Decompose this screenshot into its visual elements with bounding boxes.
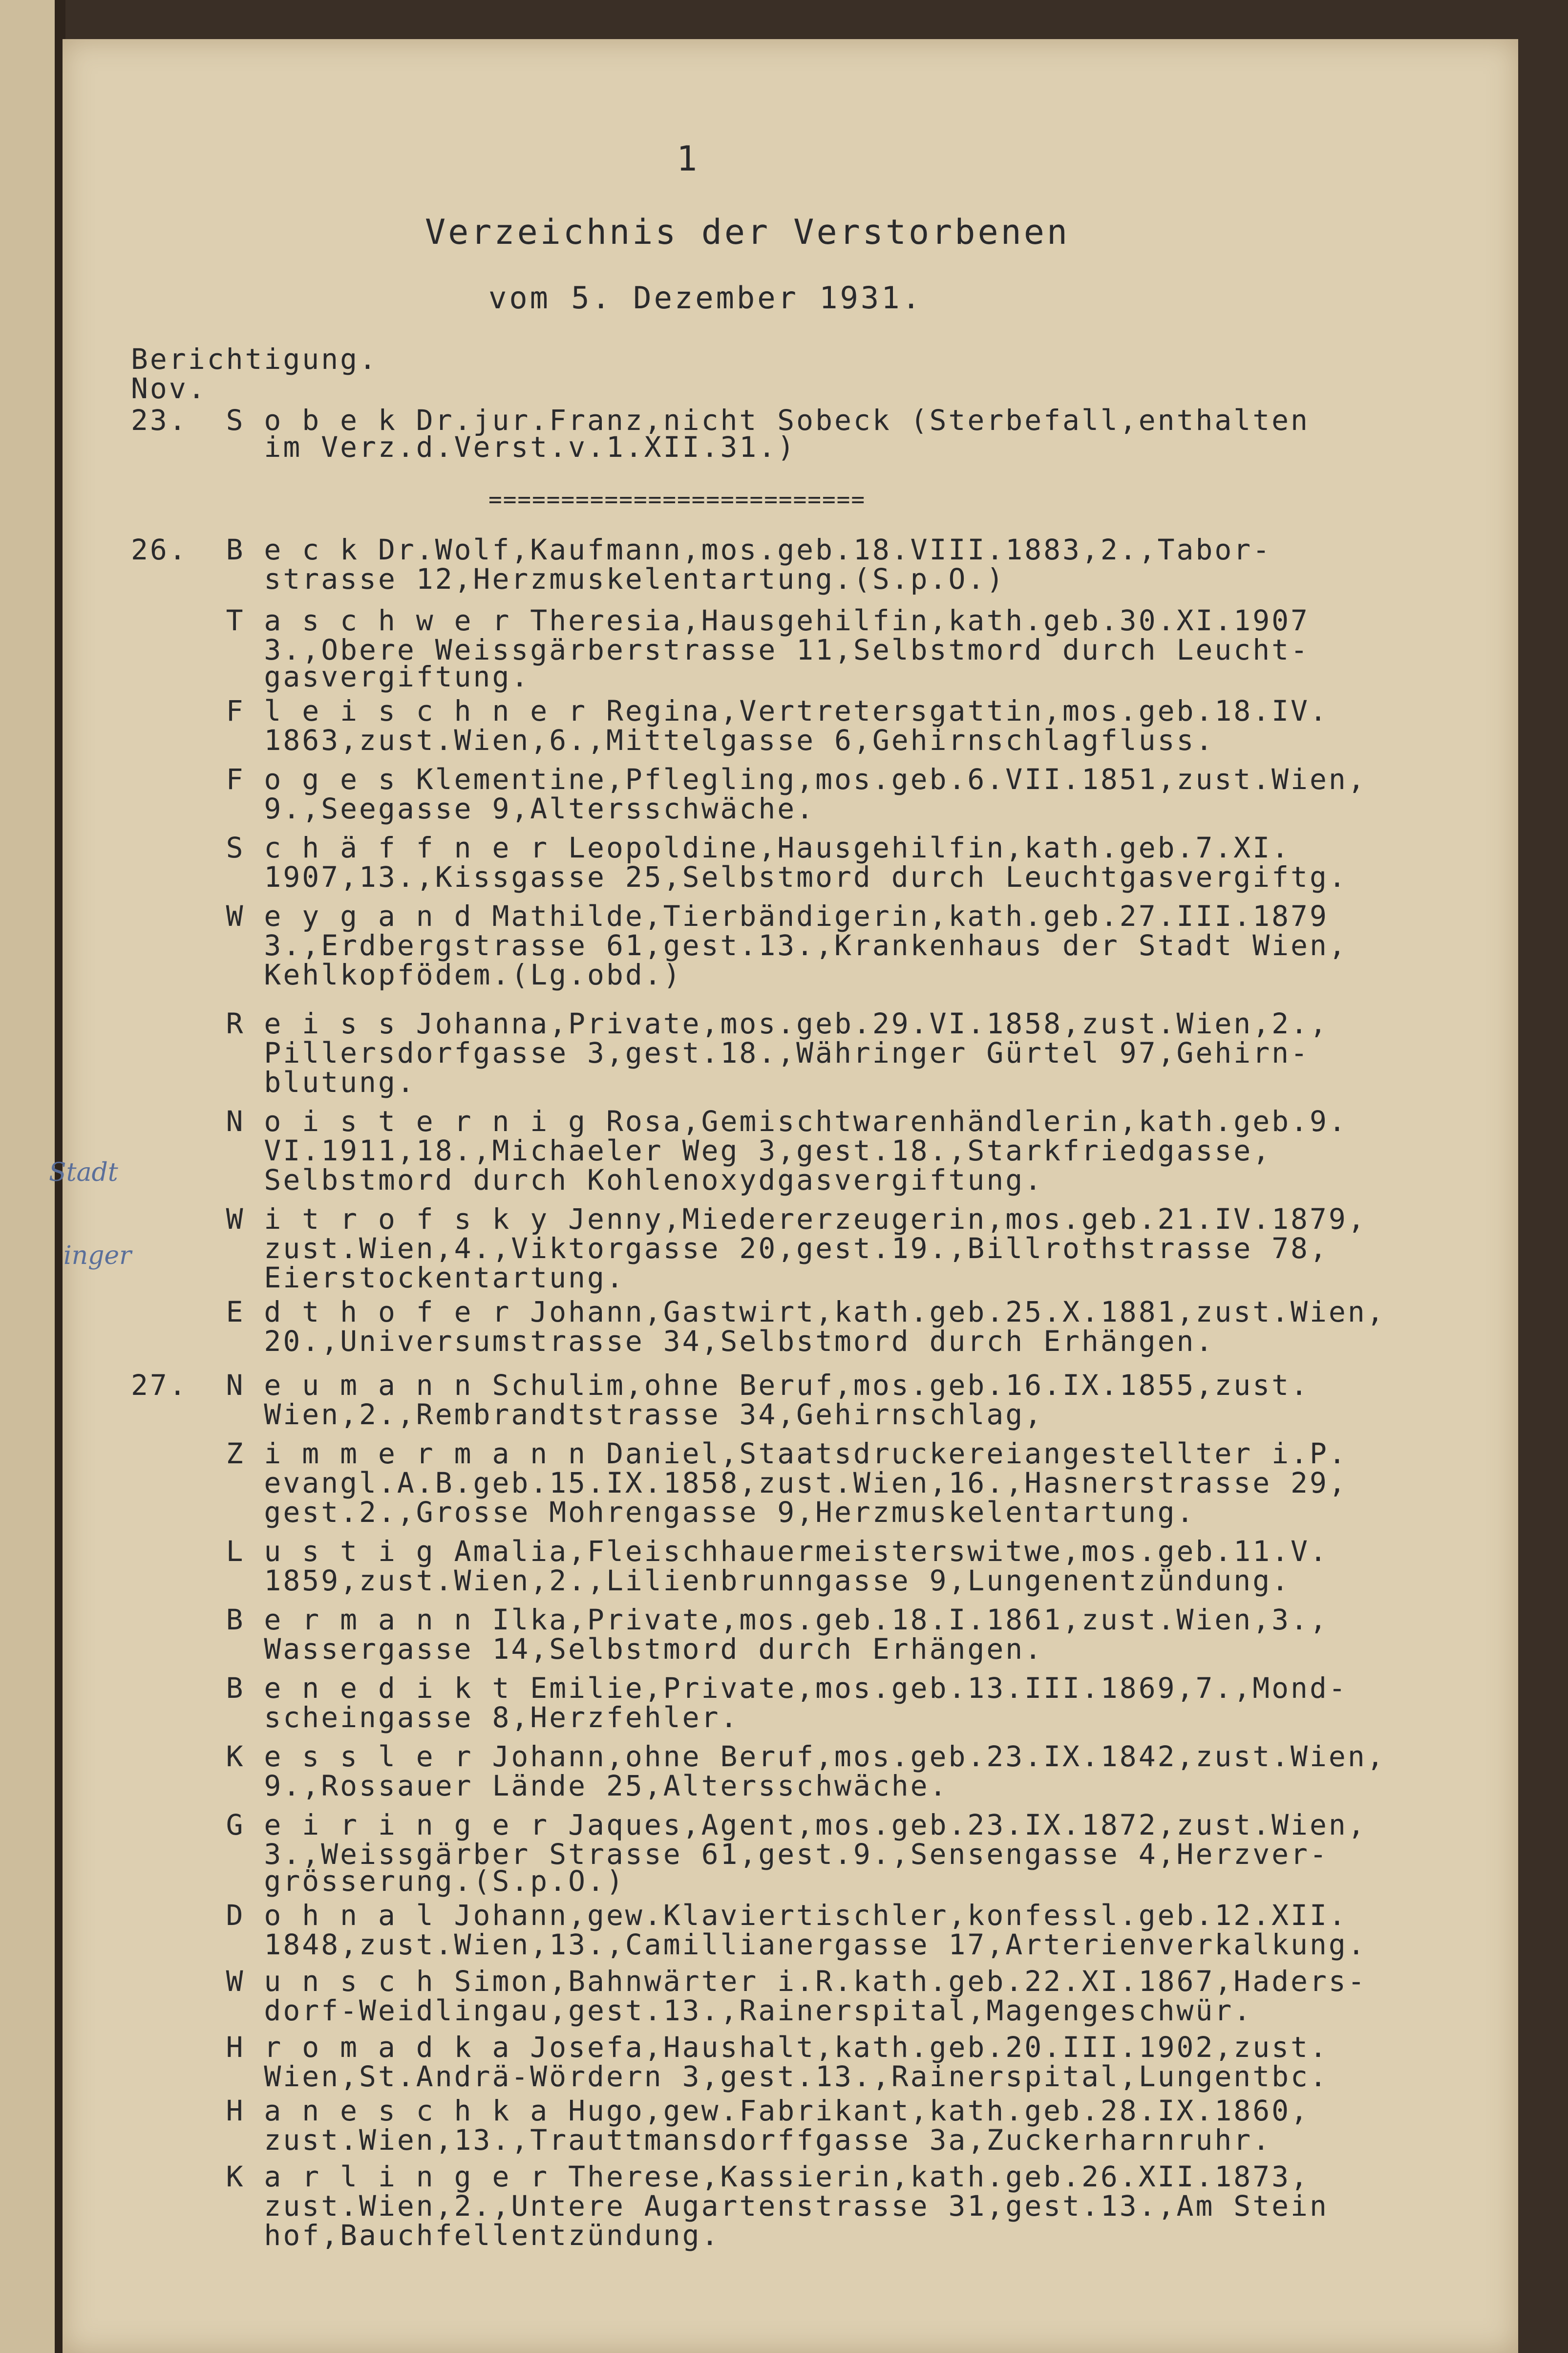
register-line: zust.Wien,2.,Untere Augartenstrasse 31,gest.13.,Am Stein bbox=[131, 2189, 1329, 2223]
register-line: gest.2.,Grosse Mohrengasse 9,Herzmuskelentartung. bbox=[131, 1496, 1196, 1529]
register-line: 3.,Obere Weissgärberstrasse 11,Selbstmord durch Leucht- bbox=[131, 633, 1310, 666]
register-line: T a s c h w e r Theresia,Hausgehilfin,kath.geb.30.XI.1907 bbox=[131, 604, 1310, 637]
date-line: vom 5. Dezember 1931. bbox=[488, 280, 923, 316]
register-line: Pillersdorfgasse 3,gest.18.,Währinger Gürtel 97,Gehirn- bbox=[131, 1036, 1310, 1070]
register-line: H r o m a d k a Josefa,Haushalt,kath.geb.20.III.1902,zust. bbox=[131, 2031, 1329, 2064]
register-line: Z i m m e r m a n n Daniel,Staatsdruckereiangestellter i.P. bbox=[131, 1437, 1348, 1470]
register-line: gasvergiftung. bbox=[131, 660, 530, 693]
register-line: 27. N e u m a n n Schulim,ohne Beruf,mos.geb.16.IX.1855,zust. bbox=[131, 1369, 1310, 1402]
register-line: D o h n a l Johann,gew.Klaviertischler,konfessl.geb.12.XII. bbox=[131, 1899, 1348, 1932]
register-line: Wassergasse 14,Selbstmord durch Erhängen. bbox=[131, 1632, 1044, 1666]
register-line: scheingasse 8,Herzfehler. bbox=[131, 1701, 740, 1734]
register-line: Wien,St.Andrä-Wördern 3,gest.13.,Rainerspital,Lungentbc. bbox=[131, 2060, 1329, 2093]
register-line: E d t h o f e r Johann,Gastwirt,kath.geb.25.X.1881,zust.Wien, bbox=[131, 1295, 1386, 1328]
register-line: 1907,13.,Kissgasse 25,Selbstmord durch Leuchtgasvergiftg. bbox=[131, 860, 1348, 894]
register-line: Wien,2.,Rembrandtstrasse 34,Gehirnschlag, bbox=[131, 1398, 1044, 1431]
register-line: strasse 12,Herzmuskelentartung.(S.p.O.) bbox=[131, 562, 1006, 596]
register-line: L u s t i g Amalia,Fleischhauermeisterswitwe,mos.geb.11.V. bbox=[131, 1535, 1329, 1568]
register-line: evangl.A.B.geb.15.IX.1858,zust.Wien,16.,Hasnerstrasse 29, bbox=[131, 1466, 1348, 1499]
page-title: Verzeichnis der Verstorbenen bbox=[425, 212, 1070, 252]
register-line: G e i r i n g e r Jaques,Agent,mos.geb.23.IX.1872,zust.Wien, bbox=[131, 1808, 1367, 1841]
register-line: F o g e s Klementine,Pflegling,mos.geb.6.VII.1851,zust.Wien, bbox=[131, 763, 1367, 796]
register-line: dorf-Weidlingau,gest.13.,Rainerspital,Magengeschwür. bbox=[131, 1994, 1253, 2027]
register-line: F l e i s c h n e r Regina,Vertretersgattin,mos.geb.18.IV. bbox=[131, 694, 1329, 727]
register-line: S c h ä f f n e r Leopoldine,Hausgehilfin,kath.geb.7.XI. bbox=[131, 831, 1291, 864]
register-line: 1863,zust.Wien,6.,Mittelgasse 6,Gehirnschlagfluss. bbox=[131, 724, 1215, 757]
register-line: hof,Bauchfellentzündung. bbox=[131, 2219, 720, 2252]
correction-month: Nov. bbox=[131, 372, 207, 405]
register-line: VI.1911,18.,Michaeler Weg 3,gest.18.,Starkfriedgasse, bbox=[131, 1134, 1272, 1167]
page-number: 1 bbox=[677, 139, 699, 179]
register-line: K a r l i n g e r Therese,Kassierin,kath.geb.26.XII.1873, bbox=[131, 2160, 1310, 2193]
register-line: zust.Wien,4.,Viktorgasse 20,gest.19.,Billrothstrasse 78, bbox=[131, 1232, 1329, 1265]
register-line: B e r m a n n Ilka,Private,mos.geb.18.I.1861,zust.Wien,3., bbox=[131, 1603, 1329, 1636]
correction-heading: Berichtigung. bbox=[131, 342, 378, 376]
register-line: 1859,zust.Wien,2.,Lilienbrunngasse 9,Lungenentzündung. bbox=[131, 1564, 1291, 1597]
register-line: Eierstockentartung. bbox=[131, 1261, 625, 1294]
register-line: zust.Wien,13.,Trauttmansdorffgasse 3a,Zuckerharnruhr. bbox=[131, 2123, 1272, 2157]
margin-note-line-2: inger bbox=[64, 1241, 132, 1270]
register-line: Selbstmord durch Kohlenoxydgasvergiftung. bbox=[131, 1163, 1044, 1197]
register-line: 9.,Seegasse 9,Altersschwäche. bbox=[131, 792, 816, 825]
register-line: 26. B e c k Dr.Wolf,Kaufmann,mos.geb.18.VIII.1883,2.,Tabor- bbox=[131, 533, 1272, 566]
margin-note-line-1: Stadt bbox=[49, 1158, 118, 1187]
register-line: 9.,Rossauer Lände 25,Altersschwäche. bbox=[131, 1769, 949, 1802]
register-line: blutung. bbox=[131, 1066, 416, 1099]
register-line: W i t r o f s k y Jenny,Miedererzeugerin,mos.geb.21.IV.1879, bbox=[131, 1202, 1367, 1236]
register-line: 3.,Erdbergstrasse 61,gest.13.,Krankenhaus der Stadt Wien, bbox=[131, 929, 1348, 962]
register-line: 3.,Weissgärber Strasse 61,gest.9.,Sensengasse 4,Herzver- bbox=[131, 1838, 1329, 1871]
register-line: im Verz.d.Verst.v.1.XII.31.) bbox=[131, 430, 797, 464]
register-line: grösserung.(S.p.O.) bbox=[131, 1864, 625, 1898]
register-line: R e i s s Johanna,Private,mos.geb.29.VI.1858,zust.Wien,2., bbox=[131, 1007, 1329, 1040]
register-line: K e s s l e r Johann,ohne Beruf,mos.geb.23.IX.1842,zust.Wien, bbox=[131, 1740, 1386, 1773]
register-line: W e y g a n d Mathilde,Tierbändigerin,kath.geb.27.III.1879 bbox=[131, 899, 1329, 933]
register-line: 23. S o b e k Dr.jur.Franz,nicht Sobeck (Sterbefall,enthalten bbox=[131, 404, 1310, 437]
register-line: 20.,Universumstrasse 34,Selbstmord durch Erhängen. bbox=[131, 1325, 1215, 1358]
register-line: H a n e s c h k a Hugo,gew.Fabrikant,kath.geb.28.IX.1860, bbox=[131, 2094, 1310, 2127]
register-line: W u n s c h Simon,Bahnwärter i.R.kath.geb.22.XI.1867,Haders- bbox=[131, 1965, 1367, 1998]
register-line: 1848,zust.Wien,13.,Camillianergasse 17,Arterienverkalkung. bbox=[131, 1928, 1367, 1961]
register-line: N o i s t e r n i g Rosa,Gemischtwarenhändlerin,kath.geb.9. bbox=[131, 1105, 1348, 1138]
register-line: B e n e d i k t Emilie,Private,mos.geb.13.III.1869,7.,Mond- bbox=[131, 1671, 1348, 1705]
register-line: Kehlkopfödem.(Lg.obd.) bbox=[131, 958, 682, 991]
separator-line: ========================== bbox=[488, 486, 866, 513]
